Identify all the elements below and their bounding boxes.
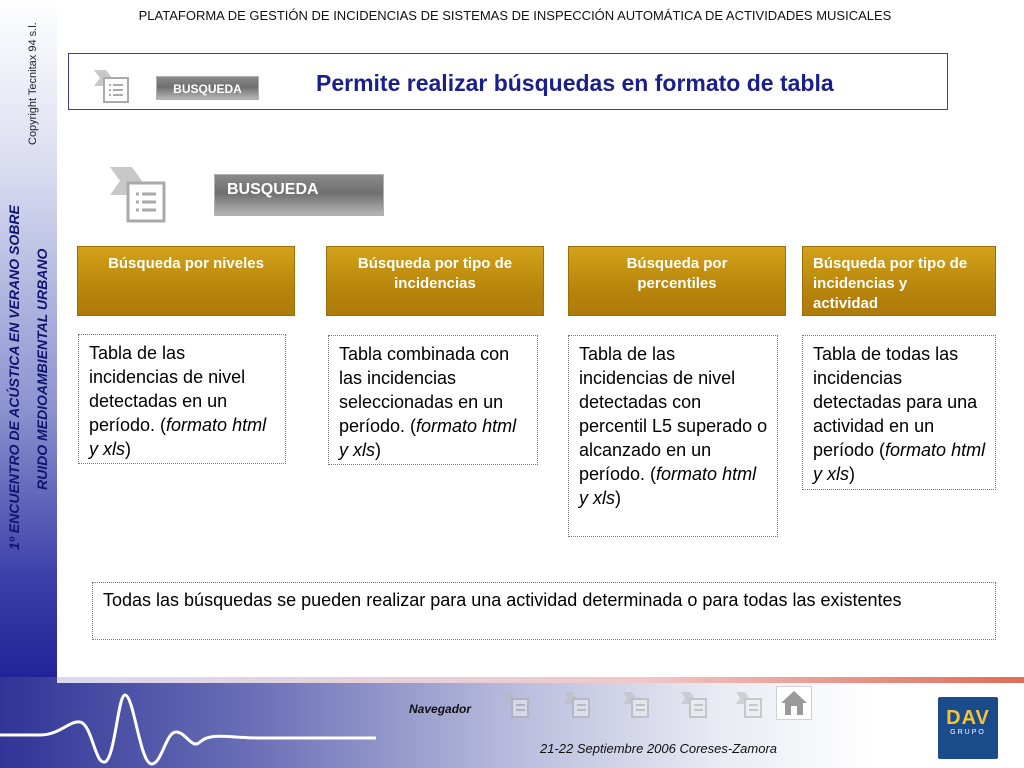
description-format: formato html y xls bbox=[813, 440, 986, 484]
footer-note: Todas las búsquedas se pueden realizar para una actividad determinada o para todas las existentes bbox=[92, 582, 996, 640]
description-format: formato html y xls bbox=[89, 415, 267, 459]
logo-sub-text: GRUPO bbox=[950, 729, 986, 736]
description-format: formato html y xls bbox=[339, 416, 517, 460]
description-tipo-incidencias bbox=[328, 335, 538, 465]
busqueda-small-button[interactable]: BUSQUEDA bbox=[156, 76, 259, 100]
description-niveles bbox=[78, 334, 286, 464]
page-title: Permite realizar búsquedas en formato de tabla bbox=[316, 70, 834, 96]
document-list-icon-large bbox=[108, 165, 168, 225]
document-list-icon bbox=[92, 66, 132, 104]
sidebar-title-line1: 1º ENCUENTRO DE ACÚSTICA EN VERANO SOBRE bbox=[6, 205, 22, 550]
description-close: ) bbox=[125, 439, 131, 459]
page-header-title: PLATAFORMA DE GESTIÓN DE INCIDENCIAS DE SISTEMAS DE INSPECCIÓN AUTOMÁTICA DE ACTIVIDADES MUSICALES bbox=[138, 8, 892, 23]
dav-logo bbox=[938, 697, 998, 759]
sidebar-title-line2: RUIDO MEDIOAMBIENTAL URBANO bbox=[34, 248, 50, 490]
navigator-label: Navegador bbox=[409, 702, 472, 716]
nav-document-icon[interactable] bbox=[622, 690, 652, 720]
nav-document-icon[interactable] bbox=[502, 690, 532, 720]
event-date: 21-22 Septiembre 2006 Coreses-Zamora bbox=[540, 741, 778, 756]
description-text: Tabla de las incidencias de nivel detectadas en un período. ( bbox=[89, 343, 246, 435]
home-icon bbox=[777, 687, 811, 719]
category-niveles-button[interactable]: Búsqueda por niveles bbox=[77, 246, 295, 316]
description-text: Tabla de todas las incidencias detectadas para una actividad en un período ( bbox=[813, 344, 978, 460]
category-percentiles-button[interactable]: Búsqueda por percentiles bbox=[568, 246, 786, 316]
copyright-text: Copyright Tecnitax 94 s.l. bbox=[27, 22, 39, 145]
description-tipo-actividad bbox=[802, 335, 996, 490]
waveform-icon bbox=[0, 680, 380, 768]
description-close: ) bbox=[375, 440, 381, 460]
description-close: ) bbox=[849, 464, 855, 484]
logo-main-text: DAV bbox=[946, 707, 990, 729]
description-text: Tabla combinada con las incidencias seleccionadas en un período. ( bbox=[339, 344, 510, 436]
nav-document-icon[interactable] bbox=[735, 690, 765, 720]
description-format: formato html y xls bbox=[579, 464, 757, 508]
category-tipo-actividad-button[interactable]: Búsqueda por tipo de incidencias y actividad bbox=[802, 246, 996, 316]
description-text: Tabla de las incidencias de nivel detectadas con percentil L5 superado o alcanzado en un período. ( bbox=[579, 344, 768, 484]
nav-document-icon[interactable] bbox=[563, 690, 593, 720]
description-close: ) bbox=[615, 488, 621, 508]
nav-document-icon[interactable] bbox=[680, 690, 710, 720]
busqueda-button[interactable]: BUSQUEDA bbox=[214, 174, 384, 216]
category-tipo-incidencias-button[interactable]: Búsqueda por tipo de incidencias bbox=[326, 246, 544, 316]
home-button[interactable] bbox=[776, 686, 812, 720]
description-percentiles bbox=[568, 335, 778, 537]
